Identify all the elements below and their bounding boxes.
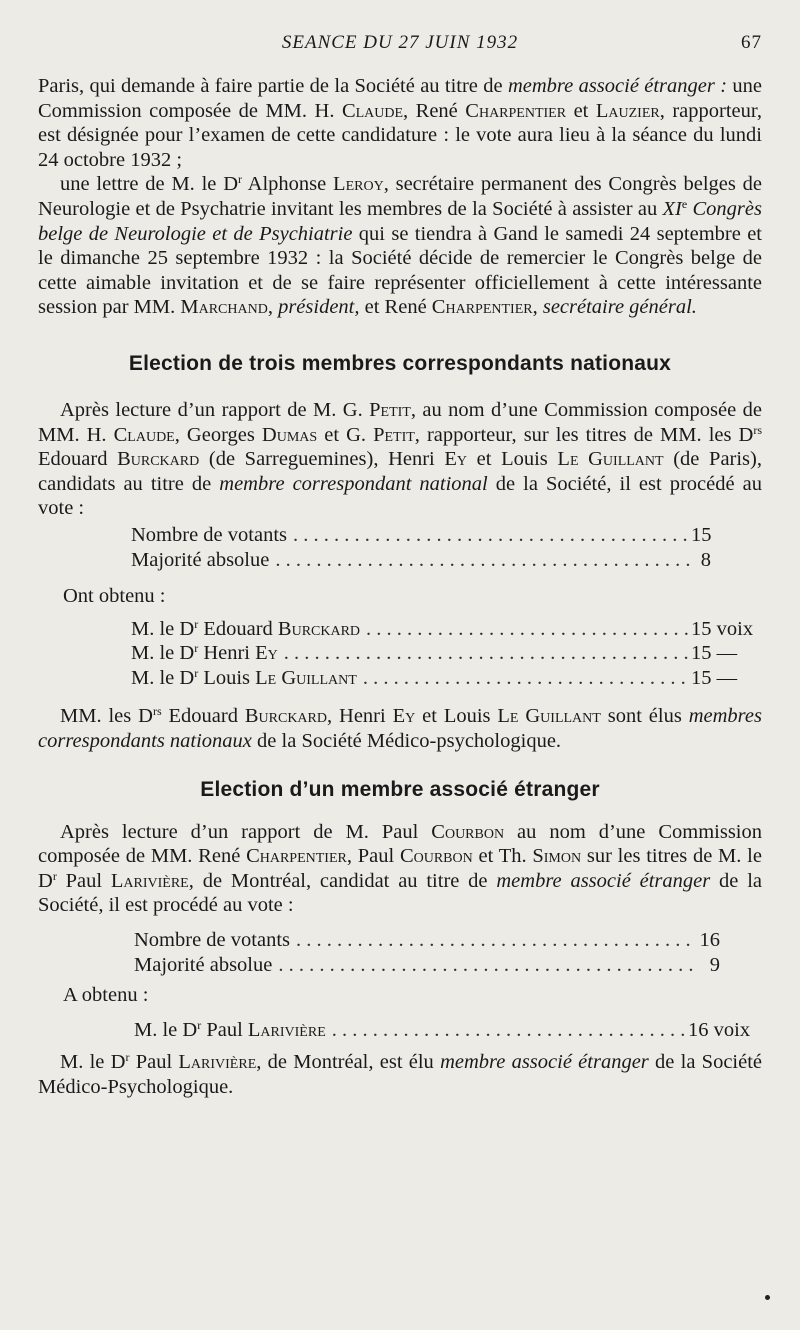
header-title: SEANCE DU 27 JUIN 1932 bbox=[281, 32, 519, 53]
printer-dot bbox=[765, 1295, 770, 1300]
vote-counts-etranger bbox=[134, 928, 720, 977]
running-header bbox=[38, 28, 762, 58]
paragraph-etranger-result: M. le $D^r$ Paul Larivière, de Montréal, est élu membre associé étranger de la Société Médico-Psychologique. bbox=[38, 1050, 763, 1098]
candidate-row: M. le $D^r$ Edouard Burckard . . . 15 voix bbox=[131, 617, 763, 642]
heading-etranger: Election d’un membre associé étranger bbox=[200, 777, 600, 801]
paragraph-etranger-intro: Après lecture d’un rapport de M. Paul Courbon au nom d’une Commission composée de MM. René Charpentier, Paul Courbon et Th. Simon sur les titres de M. le $D^r$ Paul Larivière, de Montréal, candidat au titre de membre associé étranger de la Société, il est procédé au vote : bbox=[38, 820, 762, 917]
vote-counts-nationaux bbox=[131, 523, 711, 572]
paragraph-congres-belge: une lettre de M. le $D^r$ Alphonse Leroy, secrétaire permanent des Congrès belges de Neurologie et de Psychatrie invitant les membres de la Société à assister au XIe Congrès belge de Neurologie et de Psychiatrie qui se tiendra à Gand le samedi 24 septembre et le dimanche 25 septembre 1932 : la Société décide de remercier le Congrès belge de cette aimable invitation et de se faire représenter officiellement à cette intéressante session par MM. Marchand, président, et René Charpentier, secrétaire général. bbox=[38, 172, 762, 319]
paragraph-candidature: Paris, qui demande à faire partie de la Société au titre de membre associé étranger : une Commission composée de MM. H. Claude, René Charpentier et Lauzier, rapporteur, est désignée pour l’examen de cette candidature : le vote aura lieu à la séance du lundi 24 octobre 1932 ; bbox=[38, 75, 763, 171]
vote-count-row: Majorité absolue . . . 8 bbox=[131, 548, 711, 573]
paragraph-nationaux-result: MM. les $D^{rs}$ Edouard Burckard, Henri Ey et Louis Le Guillant sont élus membres correspondants nationaux de la Société Médico-psychologique. bbox=[38, 704, 762, 753]
paragraph-nationaux-intro: Après lecture d’un rapport de M. G. Petit, au nom d’une Commission composée de MM. H. Claude, Georges Dumas et G. Petit, rapporteur, sur les titres de MM. les $D^{rs}$ Edouard Burckard (de Sarreguemines), Henri Ey et Louis Le Guillant (de Paris), candidats au titre de membre correspondant national de la Société, il est procédé au vote : bbox=[38, 398, 762, 520]
obtained-label-nationaux: Ont obtenu : bbox=[63, 585, 166, 608]
vote-count-row: Nombre de votants . . . 16 bbox=[134, 928, 720, 953]
obtained-label-etranger: A obtenu : bbox=[63, 984, 149, 1007]
candidate-results-etranger bbox=[134, 1018, 760, 1043]
vote-count-row: Majorité absolue . . . 9 bbox=[134, 953, 720, 978]
candidate-results-nationaux bbox=[131, 617, 763, 691]
candidate-row: M. le $D^r$ Louis Le Guillant . . . 15 — bbox=[131, 666, 763, 691]
heading-nationaux: Election de trois membres correspondants nationaux bbox=[128, 351, 672, 375]
candidate-row: M. le $D^r$ Paul Larivière . . . 16 voix bbox=[134, 1018, 760, 1043]
vote-count-row: Nombre de votants . . . 15 bbox=[131, 523, 711, 548]
page-number: 67 bbox=[741, 32, 762, 53]
candidate-row: M. le $D^r$ Henri Ey . . . 15 — bbox=[131, 641, 763, 666]
